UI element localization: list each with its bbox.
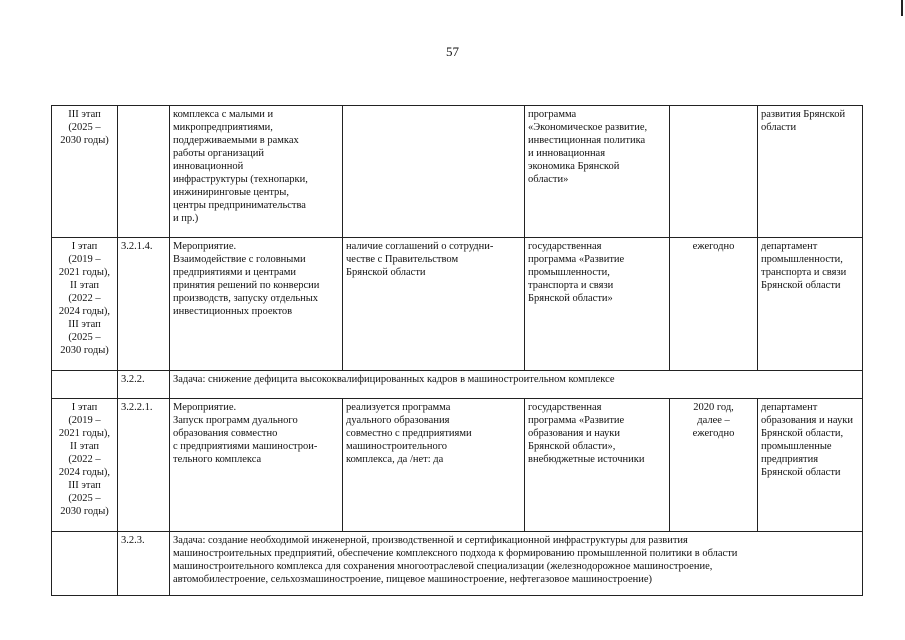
stage-cell: III этап (2025 – 2030 годы)	[52, 106, 118, 238]
code-cell: 3.2.2.1.	[118, 399, 170, 532]
term-cell: 2020 год, далее – ежегодно	[670, 399, 758, 532]
program-cell: программа «Экономическое развитие, инвестиционная политика и инновационная экономика Брянской области»	[525, 106, 670, 238]
task-row	[52, 371, 863, 399]
task-cell: Задача: снижение дефицита высококвалифицированных кадров в машиностроительном комплексе	[170, 371, 863, 399]
code-cell: 3.2.3.	[118, 532, 170, 596]
program-cell: государственная программа «Развитие образования и науки Брянской области», внебюджетные источники	[525, 399, 670, 532]
indicator-cell	[343, 106, 525, 238]
indicator-cell: реализуется программа дуального образования совместно с предприятиями машиностроительного комплекса, да /нет: да	[343, 399, 525, 532]
table-row	[52, 399, 863, 532]
table-row	[52, 238, 863, 371]
program-cell: государственная программа «Развитие промышленности, транспорта и связи Брянской области»	[525, 238, 670, 371]
code-cell: 3.2.2.	[118, 371, 170, 399]
activity-cell: Мероприятие. Взаимодействие с головными предприятиями и центрами принятия решений по конверсии производств, запуску отдельных инвестиционных проектов	[170, 238, 343, 371]
stage-cell: I этап (2019 – 2021 годы), II этап (2022 – 2024 годы), III этап (2025 – 2030 годы)	[52, 238, 118, 371]
executor-cell: департамент промышленности, транспорта и связи Брянской области	[758, 238, 863, 371]
activity-cell: комплекса с малыми и микропредприятиями, поддерживаемыми в рамках работы организаций инновационной инфраструктуры (технопарки, инжиниринговые центры, центры предпринимательства и пр.)	[170, 106, 343, 238]
code-cell: 3.2.1.4.	[118, 238, 170, 371]
code-cell	[118, 106, 170, 238]
executor-cell: развития Брянской области	[758, 106, 863, 238]
plan-table	[51, 105, 863, 596]
stage-cell	[52, 532, 118, 596]
stage-cell: I этап (2019 – 2021 годы), II этап (2022 – 2024 годы), III этап (2025 – 2030 годы)	[52, 399, 118, 532]
task-cell: Задача: создание необходимой инженерной, производственной и сертификационной инфраструктуры для развития машиностроительных предприятий, обеспечение комплексного подхода к формированию промышленной политики в области машиностроительного комплекса для сохранения многоотраслевой специализации (железнодорожное машиностроение, автомобилестроение, сельхозмашиностроение, пищевое машиностроение, нефтегазовое машиностроение)	[170, 532, 863, 596]
term-cell: ежегодно	[670, 238, 758, 371]
indicator-cell: наличие соглашений о сотрудни- честве с Правительством Брянской области	[343, 238, 525, 371]
table-row	[52, 106, 863, 238]
executor-cell: департамент образования и науки Брянской области, промышленные предприятия Брянской области	[758, 399, 863, 532]
stage-cell	[52, 371, 118, 399]
term-cell	[670, 106, 758, 238]
edge-mark	[901, 0, 903, 16]
page-number: 57	[446, 44, 459, 59]
activity-cell: Мероприятие. Запуск программ дуального образования совместно с предприятиями машинострои- тельного комплекса	[170, 399, 343, 532]
task-row	[52, 532, 863, 596]
